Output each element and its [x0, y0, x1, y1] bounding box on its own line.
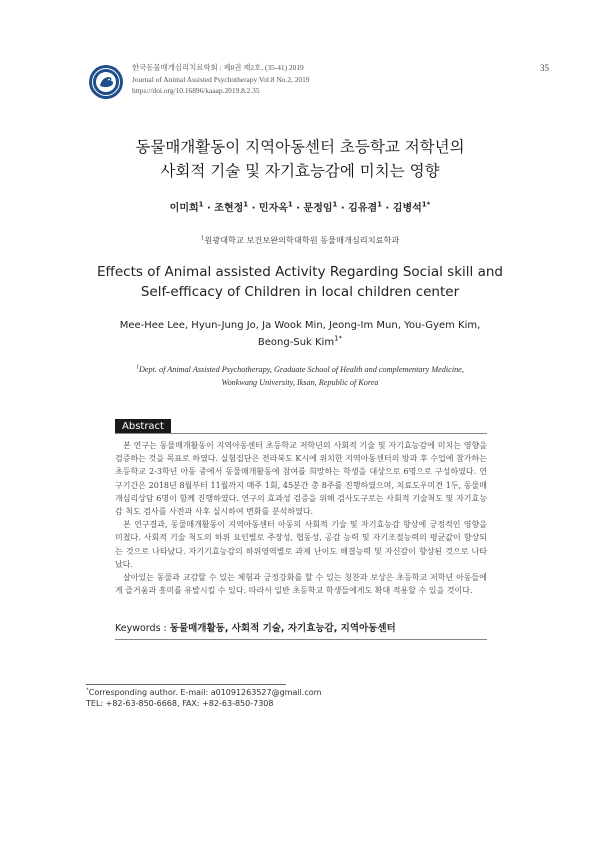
authors-english: [0, 317, 600, 351]
author-sep: ·: [382, 203, 393, 214]
author-ko: 조현정: [214, 203, 244, 214]
author-sep: ·: [292, 203, 304, 214]
affiliation-korean: [0, 235, 600, 246]
keywords: [115, 620, 487, 634]
journal-english: Journal of Animal Assisted Psychotherapy Vol.8 No.2, 2019: [132, 74, 310, 84]
author-sep: ·: [203, 203, 215, 214]
title-ko-line1: 동물매개활동이 지역아동센터 초등학교 저학년의: [135, 138, 465, 156]
affiliation-en-sup: 1: [136, 364, 139, 371]
corresponding-author: Corresponding author. E-mail: a01091263527@gmail.com: [88, 688, 322, 697]
keywords-values: 동물매개활동, 사회적 기술, 자기효능감, 지역아동센터: [169, 623, 396, 634]
authors-korean: [0, 199, 600, 214]
author-ko: 문정임: [303, 203, 333, 214]
author-ko: 민자옥: [258, 203, 288, 214]
title-en-line2: Self-efficacy of Children in local children center: [140, 284, 460, 300]
abstract-paragraph: 본 연구는 동물매개활동이 지역아동센터 초등학교 저학년의 사회적 기술 및 자기효능감에 미치는 영향을 검증하는 것을 목표로 하였다. 실험집단은 전라북도 K시에 위치한 지역아동센터의 방과 후 수업에 참가하는 초등학교 2-3학년 아동 중에서 동물매개활동에 참여를 희망하는 학생을 대상으로 6명으로 구성하였다. 연구기간은 2018년 8월부터 11월까지 매주 1회, 45분간 총 8주를 진행하였으며, 치료도우미견 1두, 동물매개심리상담 6명이 함께 진행하였다. 연구의 효과성 검증을 위해 검사도구로는 사회적 기술척도 및 자기효능감 척도 검사를 사전과 사후 실시하여 변화를 분석하였다.: [115, 441, 487, 517]
abstract-body: [115, 439, 487, 597]
author-ko-sup: 1: [377, 200, 383, 209]
contact-phone-fax: TEL: +82-63-850-6668, FAX: +82-63-850-7308: [86, 698, 274, 708]
affiliation-en-line2: Wonkwang University, Iksan, Republic of Korea: [221, 378, 379, 387]
paper-title-english: [0, 262, 600, 302]
author-ko-sup: 1: [198, 200, 204, 209]
journal-seal-icon: [88, 64, 124, 100]
footnote-rule: [86, 684, 286, 685]
title-ko-line2: 사회적 기술 및 자기효능감에 미치는 영향: [160, 162, 440, 180]
affiliation-ko-sup: 1: [200, 235, 205, 242]
affiliation-ko-text: 원광대학교 보건보완의학대학원 동물매개심리치료학과: [204, 235, 400, 245]
abstract-paragraph: 살아있는 동물과 교감할 수 있는 체험과 긍정강화를 할 수 있는 칭찬과 보상은 초등학교 저학년 아동들에게 즐거움과 흥미를 유발시킬 수 있다. 따라서 일반 초등학교 학생들에게도 확대 적용할 수 있을 것이다.: [115, 573, 487, 596]
author-ko: 이미희: [169, 203, 199, 214]
affiliation-en-line1: Dept. of Animal Assisted Psychotherapy, Graduate School of Health and complementary Medicine,: [139, 365, 464, 374]
keywords-label: Keywords :: [115, 623, 170, 634]
author-sep: ·: [337, 203, 349, 214]
abstract-label: Abstract: [115, 419, 171, 434]
doi-link[interactable]: https://doi.org/10.16896/kaaap.2019.8.2.35: [132, 86, 260, 95]
abstract-top-rule: [115, 433, 487, 434]
authors-en-line1: Mee-Hee Lee, Hyun-Jung Jo, Ja Wook Min, Jeong-Im Mun, You-Gyem Kim,: [119, 320, 481, 331]
journal-korean: 한국동물매개심리치료학회 : 제8권 제2호, (35-41) 2019: [132, 63, 304, 72]
paper-title-korean: [0, 135, 600, 183]
affiliation-english: [0, 363, 600, 389]
author-ko-sup: 1: [332, 200, 338, 209]
footnote: [86, 688, 321, 709]
author-ko: 김유겸: [348, 203, 378, 214]
abstract-paragraph: 본 연구결과, 동물매개활동이 지역아동센터 아동의 사회적 기술 및 자기효능감 향상에 긍정적인 영향을 미쳤다. 사회적 기술 척도의 하위 요인별로 주장성, 협동성, 공감 능력 및 자기조절능력의 평균값이 향상되는 것으로 나타났다. 자기기효능감의 하위영역별로 과제 난이도 해결능력 및 자신감이 향상된 것으로 나타났다.: [115, 520, 487, 569]
author-ko: 김병석: [392, 203, 422, 214]
authors-en-sup: 1*: [334, 334, 343, 343]
author-ko-sup: 1*: [421, 200, 431, 209]
author-sep: ·: [248, 203, 259, 214]
authors-en-line2: Beong-Suk Kim: [257, 337, 335, 348]
author-ko-sup: 1: [287, 200, 293, 209]
page-number: 35: [540, 63, 549, 73]
abstract-bottom-rule: [115, 639, 487, 640]
author-ko-sup: 1: [243, 200, 249, 209]
title-en-line1: Effects of Animal assisted Activity Regarding Social skill and: [97, 264, 503, 280]
journal-citation: [132, 62, 310, 97]
footnote-sup: *: [86, 687, 89, 694]
